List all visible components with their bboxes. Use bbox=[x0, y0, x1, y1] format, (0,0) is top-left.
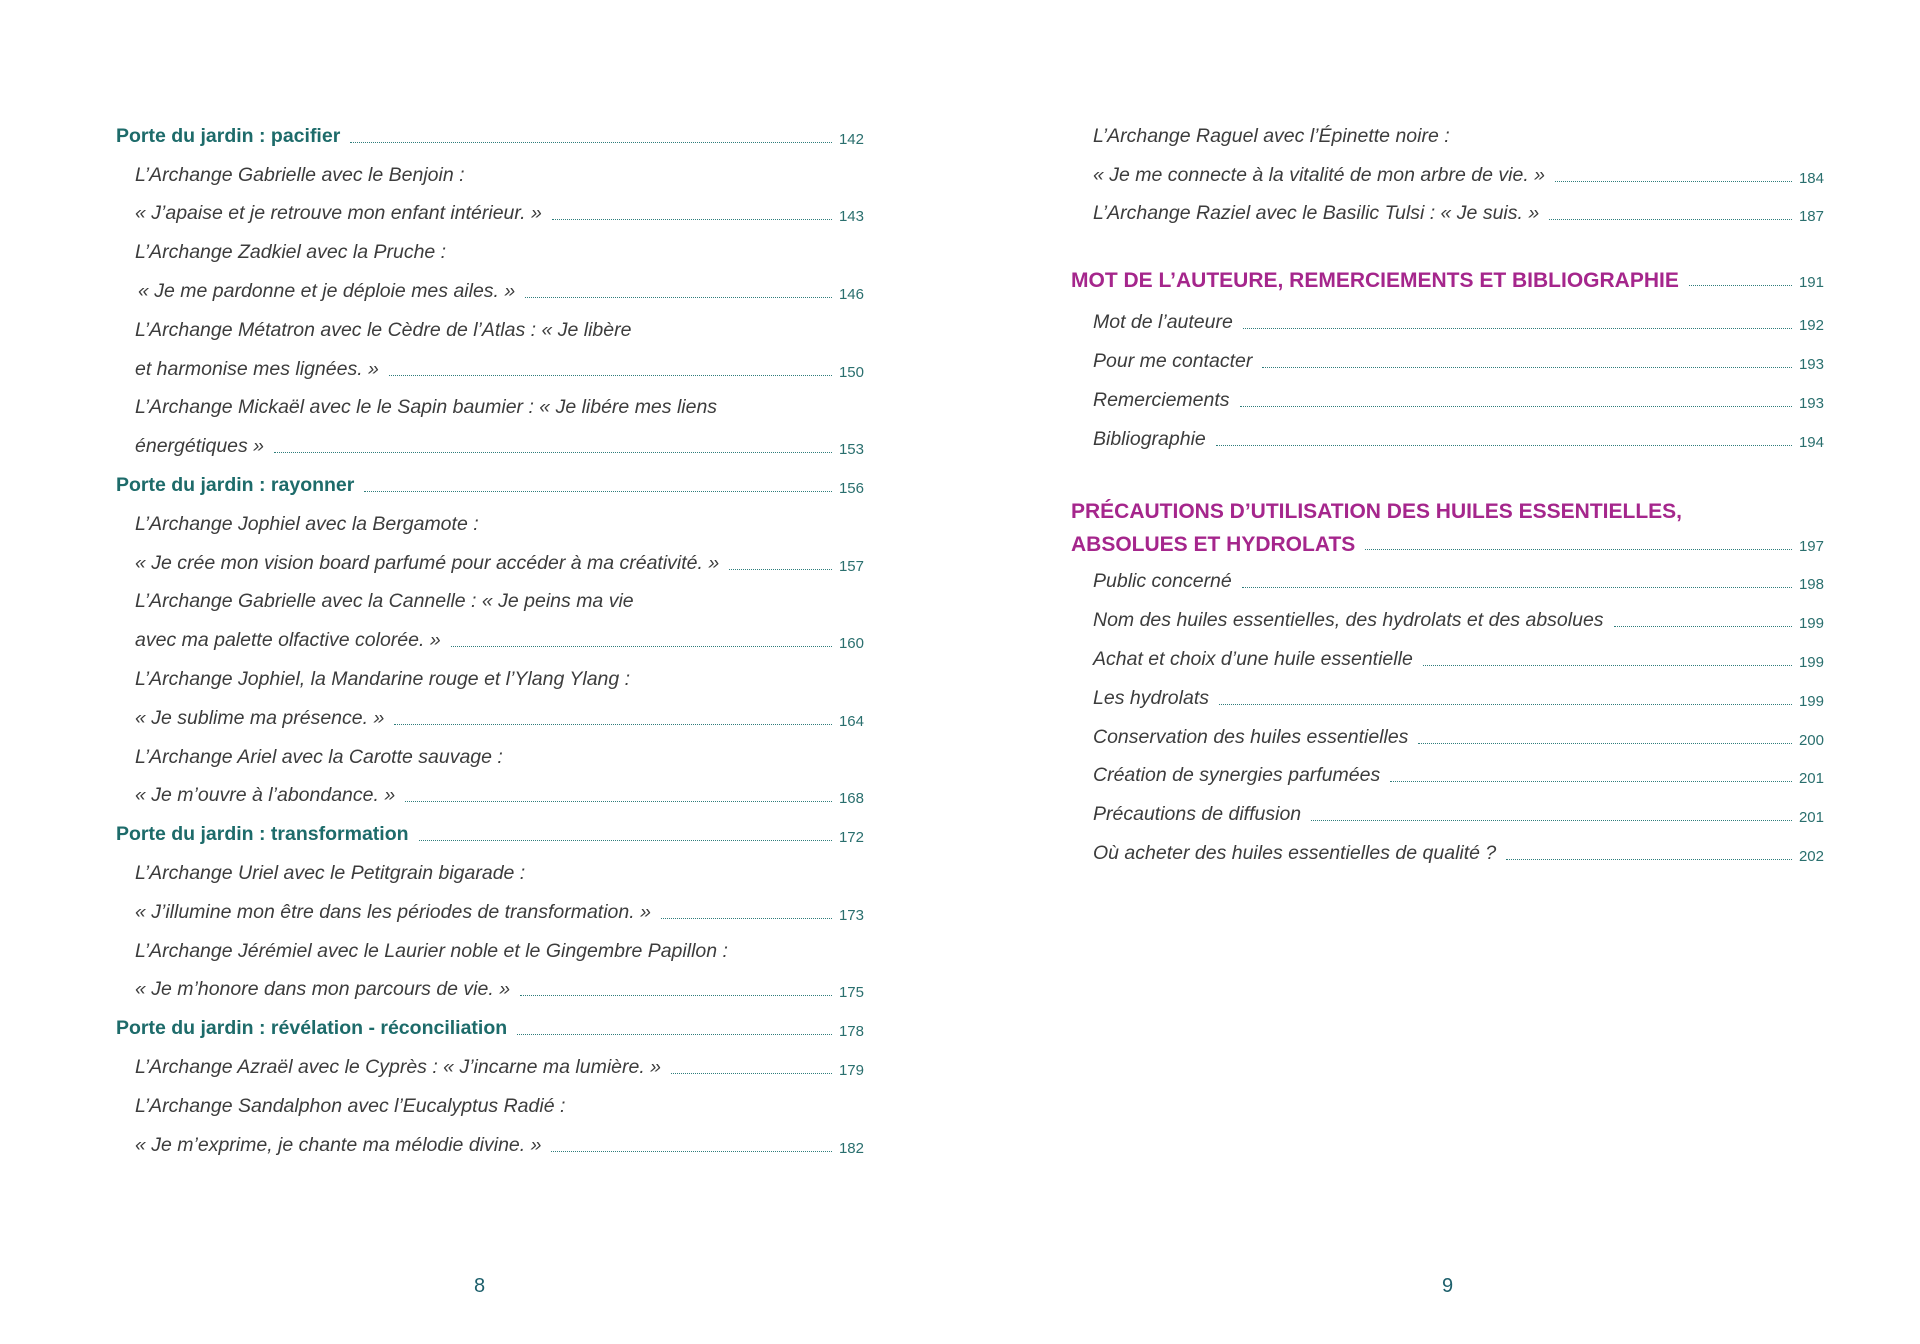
page-ref: 191 bbox=[1798, 274, 1824, 292]
toc-entry[interactable]: « J’apaise et je retrouve mon enfant intérieur. » 143 bbox=[135, 202, 864, 226]
page-ref: 157 bbox=[838, 557, 864, 575]
page-ref: 153 bbox=[838, 441, 864, 459]
page-ref: 202 bbox=[1798, 847, 1824, 865]
toc-entry[interactable]: L’Archange Jophiel, la Mandarine rouge et l’Ylang Ylang : bbox=[135, 668, 631, 691]
toc-entry[interactable]: « Je crée mon vision board parfumé pour accéder à ma créativité. » 157 bbox=[135, 551, 864, 575]
page-ref: 173 bbox=[838, 906, 864, 924]
toc-entry[interactable]: L’Archange Uriel avec le Petitgrain bigarade : bbox=[135, 862, 526, 885]
page-ref: 160 bbox=[838, 635, 864, 653]
page-ref: 201 bbox=[1798, 809, 1824, 827]
page-ref: 201 bbox=[1798, 770, 1824, 788]
toc-entry[interactable]: Création de synergies parfumées 201 bbox=[1093, 764, 1824, 788]
toc-entry[interactable]: « J’illumine mon être dans les périodes de transformation. » 173 bbox=[135, 900, 864, 924]
page-ref: 184 bbox=[1798, 169, 1824, 187]
toc-entry[interactable]: L’Archange Gabrielle avec la Cannelle : « Je peins ma vie bbox=[135, 590, 634, 613]
toc-entry[interactable]: Remerciements 193 bbox=[1093, 388, 1824, 412]
page-ref: 199 bbox=[1798, 653, 1824, 671]
right-page bbox=[960, 0, 1920, 1344]
chapter-heading[interactable]: MOT DE L’AUTEURE, REMERCIEMENTS ET BIBLIOGRAPHIE 191 bbox=[1071, 269, 1824, 293]
page-ref: 192 bbox=[1798, 317, 1824, 335]
toc-entry[interactable]: L’Archange Jophiel avec la Bergamote : bbox=[135, 512, 479, 535]
toc-entry[interactable]: L’Archange Raguel avec l’Épinette noire : bbox=[1093, 124, 1450, 147]
chapter-heading[interactable]: PRÉCAUTIONS D’UTILISATION DES HUILES ESSENTIELLES, ABSOLUES ET HYDROLATS 197 bbox=[1071, 499, 1824, 556]
toc-entry[interactable]: énergétiques » 153 bbox=[135, 435, 864, 459]
toc-entry[interactable]: Où acheter des huiles essentielles de qualité ? 202 bbox=[1093, 842, 1824, 865]
page-ref: 200 bbox=[1798, 731, 1824, 749]
toc-entry[interactable]: « Je m’ouvre à l’abondance. » 168 bbox=[135, 784, 864, 808]
toc-entry[interactable]: L’Archange Raziel avec le Basilic Tulsi : « Je suis. » 187 bbox=[1093, 202, 1824, 226]
page-ref: 199 bbox=[1798, 692, 1824, 710]
toc-entry[interactable]: « Je me connecte à la vitalité de mon arbre de vie. » 184 bbox=[1093, 163, 1824, 187]
page-ref: 198 bbox=[1798, 576, 1824, 594]
toc-entry[interactable]: avec ma palette olfactive colorée. » 160 bbox=[135, 629, 864, 653]
page-number-left: 8 bbox=[474, 1275, 486, 1297]
toc-entry[interactable]: « Je me pardonne et je déploie mes ailes. » 146 bbox=[138, 280, 864, 303]
page-ref: 179 bbox=[838, 1061, 864, 1079]
page-ref: 164 bbox=[838, 712, 864, 730]
toc-entry[interactable]: et harmonise mes lignées. » 150 bbox=[135, 357, 864, 381]
toc-entry[interactable]: Conservation des huiles essentielles 200 bbox=[1093, 725, 1824, 749]
toc-entry[interactable]: L’Archange Jérémiel avec le Laurier noble et le Gingembre Papillon : bbox=[135, 939, 728, 962]
toc-section[interactable]: Porte du jardin : transformation 172 bbox=[116, 823, 864, 847]
toc-entry[interactable]: L’Archange Mickaël avec le le Sapin baumier : « Je libére mes liens bbox=[135, 396, 718, 419]
toc-entry[interactable]: Les hydrolats 199 bbox=[1093, 686, 1824, 710]
toc-entry[interactable]: L’Archange Azraël avec le Cyprès : « J’incarne ma lumière. » 179 bbox=[135, 1056, 864, 1079]
page-ref: 172 bbox=[838, 829, 864, 847]
toc-entry[interactable]: Achat et choix d’une huile essentielle 199 bbox=[1093, 648, 1824, 671]
toc-entry[interactable]: L’Archange Métatron avec le Cèdre de l’Atlas : « Je libère bbox=[135, 318, 632, 341]
page-ref: 143 bbox=[838, 208, 864, 226]
page-number-right: 9 bbox=[1442, 1275, 1454, 1297]
page-ref: 194 bbox=[1798, 433, 1824, 451]
toc-entry[interactable]: L’Archange Gabrielle avec le Benjoin : bbox=[135, 163, 465, 186]
toc-entry[interactable]: « Je m’exprime, je chante ma mélodie divine. » 182 bbox=[135, 1133, 864, 1157]
toc-entry[interactable]: Précautions de diffusion 201 bbox=[1093, 803, 1824, 827]
toc-section[interactable]: Porte du jardin : révélation - réconciliation 178 bbox=[116, 1017, 864, 1041]
page-ref: 193 bbox=[1798, 394, 1824, 412]
page-ref: 199 bbox=[1798, 615, 1824, 633]
page-ref: 175 bbox=[838, 984, 864, 1002]
toc-section[interactable]: Porte du jardin : rayonner 156 bbox=[116, 474, 864, 497]
page-ref: 142 bbox=[838, 130, 864, 148]
page-ref: 146 bbox=[838, 285, 864, 303]
page-ref: 182 bbox=[838, 1139, 864, 1157]
page-ref: 178 bbox=[838, 1023, 864, 1041]
toc-entry[interactable]: Pour me contacter 193 bbox=[1093, 350, 1824, 373]
toc-entry[interactable]: Mot de l’auteure 192 bbox=[1093, 311, 1824, 335]
toc-entry[interactable]: L’Archange Sandalphon avec l’Eucalyptus Radié : bbox=[135, 1094, 566, 1117]
toc-entry[interactable]: L’Archange Zadkiel avec la Pruche : bbox=[135, 241, 447, 264]
toc-entry[interactable]: « Je m’honore dans mon parcours de vie. » 175 bbox=[135, 978, 864, 1002]
page-ref: 193 bbox=[1798, 355, 1824, 373]
toc-entry[interactable]: Public concerné 198 bbox=[1093, 570, 1824, 594]
page-ref: 150 bbox=[838, 363, 864, 381]
toc-entry[interactable]: Bibliographie 194 bbox=[1093, 427, 1824, 451]
page-ref: 197 bbox=[1798, 537, 1824, 555]
page-ref: 187 bbox=[1798, 208, 1824, 226]
toc-entry[interactable]: L’Archange Ariel avec la Carotte sauvage : bbox=[135, 745, 503, 768]
page-ref: 156 bbox=[838, 479, 864, 497]
toc-right bbox=[1071, 117, 1824, 873]
toc-section[interactable]: Porte du jardin : pacifier 142 bbox=[116, 124, 864, 148]
page-ref: 168 bbox=[838, 790, 864, 808]
toc-entry[interactable]: « Je sublime ma présence. » 164 bbox=[135, 706, 864, 730]
toc-entry[interactable]: Nom des huiles essentielles, des hydrolats et des absolues 199 bbox=[1093, 609, 1824, 633]
toc-left bbox=[116, 117, 864, 1165]
